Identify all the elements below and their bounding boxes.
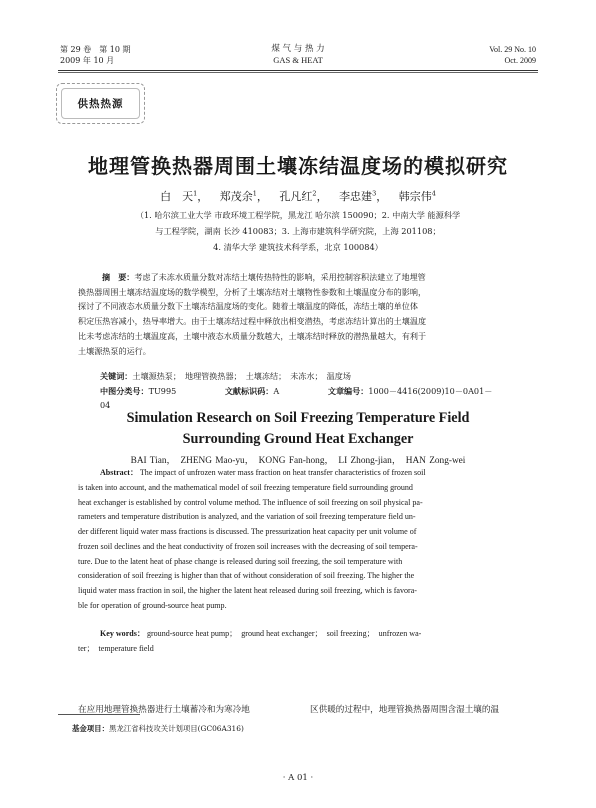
- keywords-label-cn: 关键词：: [100, 371, 133, 381]
- abstract-text-en: der different liquid water mass fractions is discussed. The pressurization heat capacity per unit volume of: [78, 527, 417, 536]
- header-right: [489, 44, 536, 66]
- date-cn: 2009 年 10 月: [60, 56, 115, 65]
- footnote-label: 基金项目：: [72, 724, 109, 733]
- header-rule: [58, 70, 538, 71]
- abstract-text-en: frozen soil declines and the heat conductivity of frozen soil increases with the decreasing of soil tempera-: [78, 541, 418, 551]
- abstract-text-cn: 积定压热容减小，热导率增大。由于土壤冻结过程中释放出相变潜热，考虑冻结计算出的土壤温度: [78, 316, 427, 327]
- column-badge: [56, 83, 145, 124]
- body-text-left: 在应用地理管换热器进行土壤蓄冷和为寒冷地: [78, 705, 250, 715]
- journal-name-en: GAS & HEAT: [273, 55, 323, 65]
- keywords-en: [78, 627, 519, 657]
- abstract-en: [78, 466, 519, 614]
- abstract-text-cn: 土壤源热泵的运行。: [78, 345, 151, 356]
- abstract-text-cn: 考虑了未冻水质量分数对冻结土壤传热特性的影响，采用控制容积法建立了地埋管: [134, 272, 426, 282]
- abstract-text-en: liquid water mass fraction in soil, the higher the latent heat released during soil freezing, which is favora-: [78, 586, 417, 595]
- affiliation-line: 4. 清华大学 建筑技术科学系，北京 100084）: [213, 242, 383, 252]
- keywords-text-en: ground-source heat pump； ground heat exchanger； soil freezing； unfrozen wa-: [146, 629, 422, 638]
- keywords-text-cn: 土壤源热泵； 地理管换热器； 土壤冻结； 未冻水； 温度场: [132, 371, 351, 381]
- abstract-text-en: rameters and temperature distribution is analyzed, and the variation of soil freezing temperature field un-: [78, 512, 416, 522]
- paper-title-en-line: Simulation Research on Soil Freezing Temperature Field: [126, 410, 470, 426]
- abstract-text-cn: 探讨了不同液态水质量分数下土壤冻结温度场的变化。随着土壤温度的降低，冻结土壤的单位体: [78, 301, 418, 312]
- abstract-text-en: is taken into account, and the mathematical model of soil freezing temperature field surrounding ground: [78, 482, 413, 492]
- abstract-cn: [78, 270, 519, 358]
- author-cn: 白 天$^1$，: [160, 189, 209, 203]
- column-badge-label: 供热热源: [61, 88, 140, 119]
- abstract-text-cn: 比未考虑冻结的土壤温度高，土壤中液态水质量分数越大，土壤冻结时释放的潜热量越大，有利于: [78, 330, 427, 341]
- paper-title-cn: 地理管换热器周围土壤冻结温度场的模拟研究: [88, 154, 508, 178]
- author-cn: 郑茂余$^1$，: [219, 189, 268, 203]
- abstract-text-en: heat exchanger is established by control volume method. The influence of soil freezing on soil physical pa-: [78, 497, 423, 507]
- document-code: 文献标识码：A: [224, 386, 280, 396]
- footnote-rule: [58, 714, 140, 715]
- author-list-cn: [0, 188, 596, 204]
- affiliation-line: 与工程学院，湖南 长沙 410083；3. 上海市建筑科学研究院，上海 201108；: [155, 226, 441, 236]
- body-text-right: 区供暖的过程中，地理管换热器周围含湿土壤的温: [310, 705, 500, 715]
- paper-title-en: [0, 408, 596, 450]
- volume-issue-cn: 第 29 卷 第 10 期: [60, 45, 131, 54]
- author-cn: 孔凡红$^2$，: [279, 189, 328, 203]
- page-number: · A 01 ·: [282, 773, 314, 783]
- journal-name-cn: 煤 气 与 热 力: [271, 44, 325, 54]
- abstract-text-en: ble for operation of ground-source heat pump.: [78, 600, 227, 610]
- volume-issue-en: Vol. 29 No. 10: [489, 45, 536, 54]
- author-cn: 李忠建$^3$，: [339, 189, 388, 203]
- abstract-label-en: Abstract：: [100, 468, 138, 477]
- abstract-text-cn: 换热器周围土壤冻结温度场的数学模型，分析了土壤冻结对土壤物性参数和土壤温度分布的影响，: [78, 286, 427, 297]
- paper-title-en-line: Surrounding Ground Heat Exchanger: [182, 431, 414, 447]
- author-cn: 韩宗伟$^4$: [398, 189, 436, 203]
- keywords-label-en: Key words：: [100, 629, 145, 638]
- abstract-text-en: consideration of soil freezing is higher than that of without consideration of soil freezing. The higher the: [78, 571, 415, 581]
- header-rule-thin: [58, 72, 538, 73]
- abstract-text-en: ture. Due to the latent heat of phase change is released during soil freezing, the soil temperature with: [78, 556, 403, 566]
- affiliation-line: （1. 哈尔滨工业大学 市政环境工程学院，黑龙江 哈尔滨 150090；2. 中南大学 能源科学: [135, 210, 461, 220]
- footnote-text: 黑龙江省科技攻关计划项目(GC06A316): [108, 724, 244, 733]
- keywords-text-en: ter； temperature field: [78, 643, 154, 653]
- author-list-en: BAI Tian， ZHENG Mao-yu， KONG Fan-hong， LI Zhong-jian， HAN Zong-wei: [130, 456, 466, 466]
- article-number: 文章编号：1000－4416(2009)10－0A01－04: [100, 386, 493, 410]
- clc-number: 中图分类号：TU995: [100, 386, 177, 396]
- abstract-text-en: The impact of unfrozen water mass fraction on heat transfer characteristics of frozen soil: [139, 468, 426, 477]
- date-en: Oct. 2009: [504, 56, 536, 65]
- keywords-cn: [78, 369, 519, 383]
- footnote: [72, 723, 244, 734]
- abstract-label-cn: 摘 要：: [102, 272, 135, 282]
